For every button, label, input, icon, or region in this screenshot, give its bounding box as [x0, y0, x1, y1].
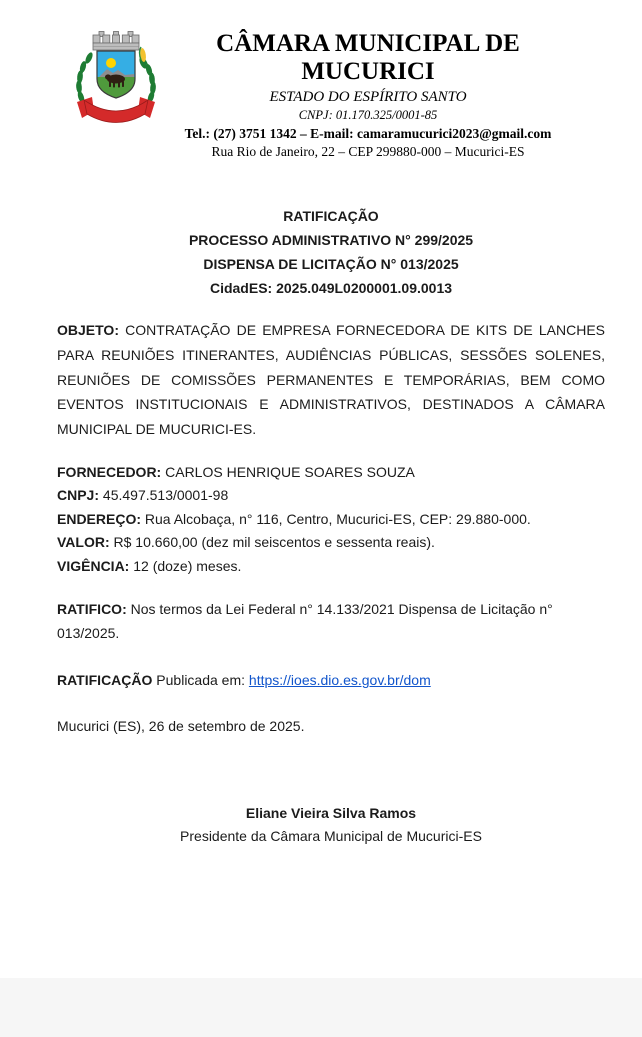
objeto-paragraph: [57, 318, 605, 442]
doc-title-cidades: CidadES: 2025.049L0200001.09.0013: [209, 280, 453, 296]
signature-name: Eliane Vieira Silva Ramos: [245, 805, 417, 822]
supplier-fields: [57, 461, 605, 578]
ratifico-paragraph: [57, 597, 605, 645]
field-cnpj: [57, 484, 605, 507]
viewer-background: [0, 978, 642, 1037]
org-cnpj: CNPJ: 01.170.325/0001-85: [298, 108, 438, 122]
ribbon: [77, 97, 155, 123]
org-contact: Tel.: (27) 3751 1342 – E-mail: camaramucurici2023@gmail.com: [184, 126, 552, 141]
publication-link[interactable]: https://ioes.dio.es.gov.br/dom: [248, 672, 431, 689]
publication-paragraph: [57, 668, 605, 692]
field-vigencia-value: 12 (doze) meses.: [133, 557, 242, 574]
doc-title-ratificacao: RATIFICAÇÃO: [283, 208, 379, 224]
letterhead-text: [168, 30, 568, 160]
shield: [97, 51, 135, 98]
field-endereco: [57, 508, 605, 531]
org-address: Rua Rio de Janeiro, 22 – CEP 299880-000 – Mucurici-ES: [211, 144, 525, 159]
ratifico-text: Nos termos da Lei Federal n° 14.133/2021 Dispensa de Licitação n° 013/2025.: [57, 601, 553, 642]
letterhead: [57, 30, 605, 160]
field-endereco-label: ENDEREÇO:: [57, 510, 142, 527]
mural-crown: [93, 32, 139, 51]
field-vigencia-label: VIGÊNCIA:: [57, 557, 130, 574]
field-cnpj-value: 45.497.513/0001-98: [102, 487, 229, 504]
field-fornecedor-value: CARLOS HENRIQUE SOARES SOUZA: [165, 463, 415, 480]
field-valor-label: VALOR:: [57, 534, 110, 551]
objeto-label: OBJETO:: [57, 322, 119, 338]
document-title-block: [57, 204, 605, 300]
date-line: Mucurici (ES), 26 de setembro de 2025.: [57, 718, 305, 735]
doc-title-processo: PROCESSO ADMINISTRATIVO N° 299/2025: [188, 232, 474, 248]
field-endereco-value: Rua Alcobaça, n° 116, Centro, Mucurici-ES, CEP: 29.880-000.: [144, 510, 531, 527]
field-valor: [57, 531, 605, 554]
publication-label: RATIFICAÇÃO: [57, 672, 153, 689]
doc-title-dispensa: DISPENSA DE LICITAÇÃO N° 013/2025: [203, 256, 459, 272]
field-cnpj-label: CNPJ:: [57, 487, 100, 504]
publication-text: Publicada em:: [156, 672, 246, 689]
coat-of-arms-icon: [63, 30, 169, 136]
org-state: ESTADO DO ESPÍRITO SANTO: [269, 89, 467, 105]
org-title: CÂMARA MUNICIPAL DE MUCURICI: [216, 30, 520, 85]
field-valor-value: R$ 10.660,00 (dez mil seiscentos e sessenta reais).: [113, 534, 435, 551]
field-vigencia: [57, 555, 605, 578]
objeto-text: CONTRATAÇÃO DE EMPRESA FORNECEDORA DE KITS DE LANCHES PARA REUNIÕES ITINERANTES, AUDIÊNCIAS PÚBLICAS, SESSÕES SOLENES, REUNIÕES DE COMISSÕES PERMANENTES E TEMPORÁRIAS, BEM COMO EVENTOS INSTITUCIONAIS E ADMINISTRATIVOS, DESTINADOS A CÂMARA MUNICIPAL DE MUCURICI-ES.: [57, 322, 605, 438]
signature-role: Presidente da Câmara Municipal de Mucurici-ES: [180, 828, 482, 845]
signature-block: [57, 802, 605, 848]
ratifico-label: RATIFICO:: [57, 601, 127, 618]
field-fornecedor: [57, 461, 605, 484]
field-fornecedor-label: FORNECEDOR:: [57, 463, 162, 480]
